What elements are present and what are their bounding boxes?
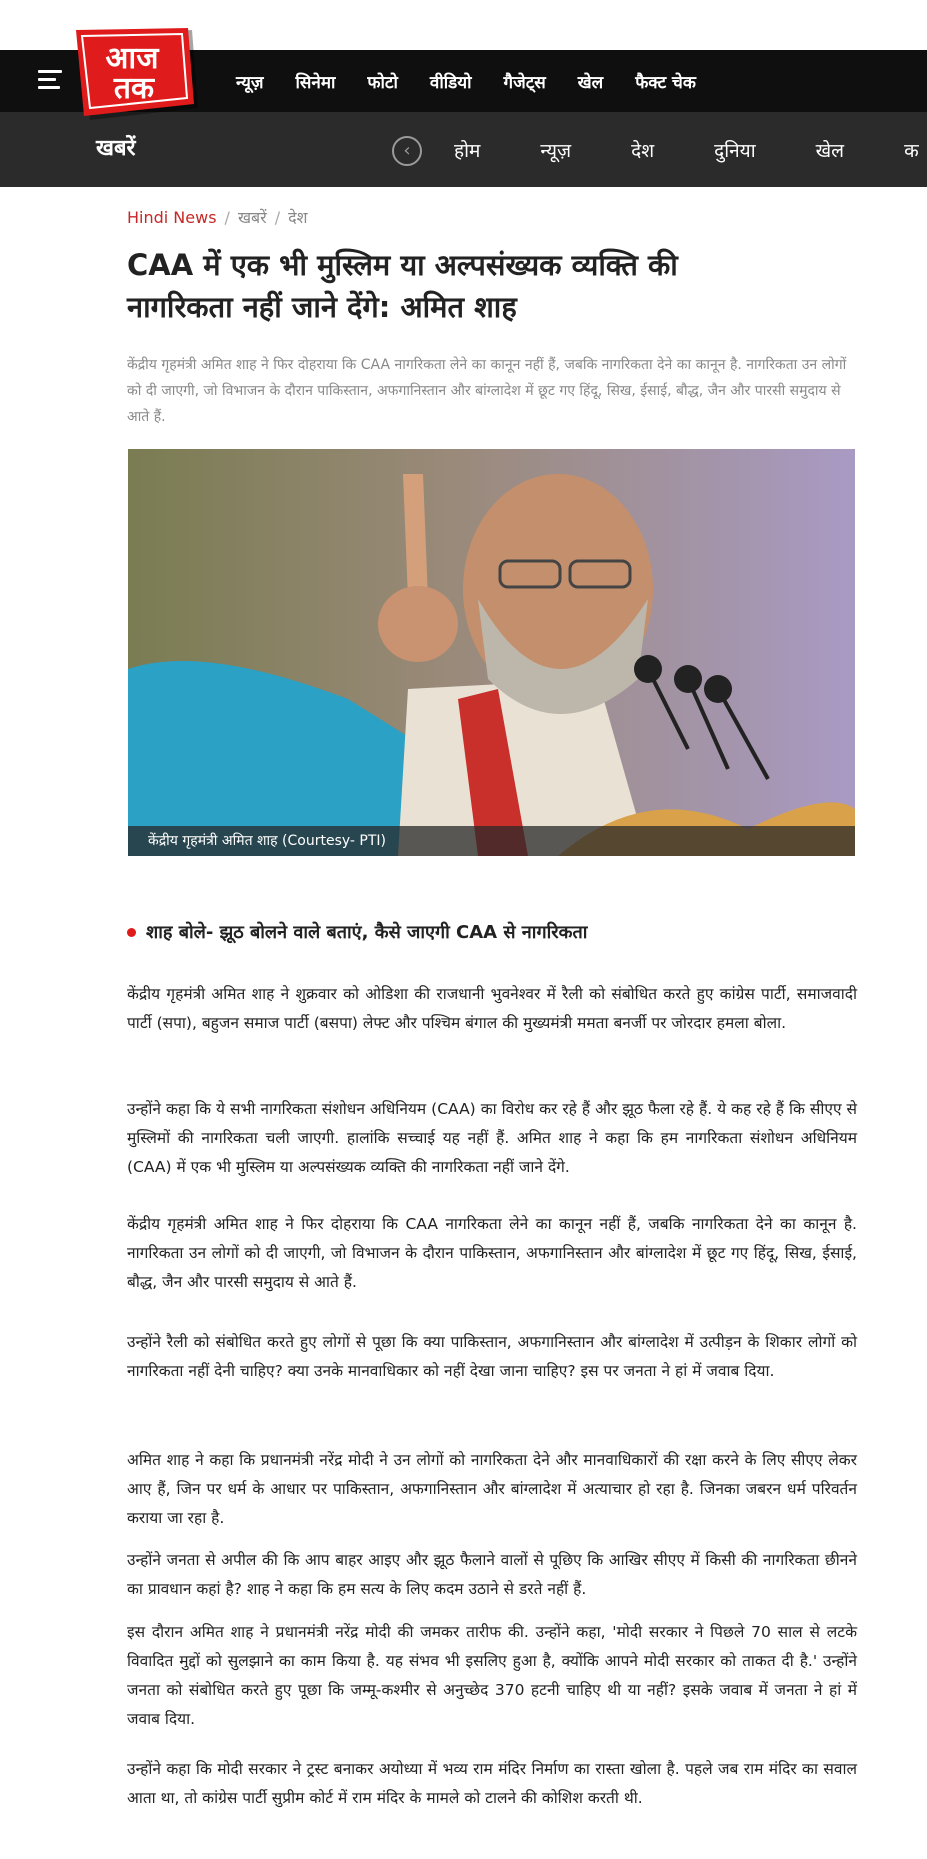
subnav-links [454, 112, 927, 187]
hero-photo [128, 449, 855, 856]
subheading-text: शाह बोले- झूठ बोलने वाले बताएं, कैसे जाएगी CAA से नागरिकता [146, 922, 588, 943]
article-paragraph: केंद्रीय गृहमंत्री अमित शाह ने फिर दोहराया कि CAA नागरिकता लेने का कानून नहीं हैं, जबकि नागरिकता देने का कानून है. नागरिकता उन लोगों को दी जाएगी, जो विभाजन के दौरान पाकिस्तान, अफगानिस्तान और बांग्लादेश में छूट गए हिंदू, सिख, ईसाई, बौद्ध, जैन और पारसी समुदाय से आते हैं. [127, 1215, 857, 1291]
site-logo[interactable] [70, 28, 200, 124]
article-paragraph: उन्होंने जनता से अपील की कि आप बाहर आइए और झूठ फैलाने वालों से पूछिए कि आखिर सीएए में किसी की नागरिकता छीनने का प्रावधान कहां है? शाह ने कहा कि हम सत्य के लिए कदम उठाने से डरते नहीं हैं. [127, 1551, 857, 1598]
article-paragraph: उन्होंने कहा कि मोदी सरकार ने ट्रस्ट बनाकर अयोध्या में भव्य राम मंदिर निर्माण का रास्ता खोला है. पहले जब राम मंदिर का सवाल आता था, तो कांग्रेस पार्टी सुप्रीम कोर्ट में राम मंदिर के मामले को टालने की कोशिश करती थी. [127, 1760, 857, 1807]
logo-text-top: आज [105, 41, 159, 76]
article-hero-image [128, 449, 855, 856]
subnav-item-truncated[interactable]: क [904, 139, 919, 162]
subnav-item-home[interactable]: होम [454, 139, 481, 162]
breadcrumb-separator: / [224, 208, 230, 227]
nav-item-gadgets[interactable]: गैजेट्स [503, 72, 546, 93]
breadcrumb-home[interactable]: Hindi News [127, 208, 217, 227]
article-paragraph: इस दौरान अमित शाह ने प्रधानमंत्री नरेंद्र मोदी की जमकर तारीफ की. उन्होंने कहा, 'मोदी सरकार ने पिछले 70 साल से लटके विवादित मुद्दों को सुलझाने का काम किया है. यह संभव भी इसलिए हुआ है, क्योंकि आपने मोदी सरकार को ताकत दी है.' उन्होंने जनता को संबोधित करते हुए पूछा कि जम्मू-कश्मीर से अनुच्छेद 370 हटनी चाहिए थी या नहीं? इसके जवाब में जनता ने हां में जवाब दिया. [127, 1623, 857, 1728]
section-title: खबरें [96, 136, 136, 161]
breadcrumb-section[interactable]: खबरें [237, 208, 267, 227]
logo-text-bottom: तक [113, 71, 155, 106]
chevron-left-icon[interactable]: ‹ [392, 136, 422, 166]
nav-item-cinema[interactable]: सिनेमा [295, 72, 336, 93]
hamburger-icon[interactable] [38, 70, 62, 92]
main-nav [236, 50, 728, 112]
nav-item-news[interactable]: न्यूज़ [236, 72, 264, 93]
article-paragraph: अमित शाह ने कहा कि प्रधानमंत्री नरेंद्र मोदी ने उन लोगों को नागरिकता देने और मानवाधिकारों की रक्षा करने के लिए सीएए लेकर आए हैं, जिन पर धर्म के आधार पर पाकिस्तान, अफगानिस्तान और बांग्लादेश में अत्याचार हो रहा है. जिनका जबरन धर्म परिवर्तन कराया जा रहा है. [127, 1451, 857, 1527]
bullet-dot-icon [127, 928, 136, 937]
article-subheading [127, 920, 587, 944]
breadcrumb-separator: / [274, 208, 281, 227]
breadcrumb [127, 206, 308, 228]
nav-item-video[interactable]: वीडियो [429, 72, 472, 93]
article-paragraph: उन्होंने कहा कि ये सभी नागरिकता संशोधन अधिनियम (CAA) का विरोध कर रहे हैं और झूठ फैला रहे हैं. ये कह रहे हैं कि सीएए से मुस्लिमों की नागरिकता चली जाएगी. हालांकि सच्चाई यह नहीं हैं. अमित शाह ने कहा कि हम नागरिकता संशोधन अधिनियम (CAA) में एक भी मुस्लिम या अल्पसंख्यक व्यक्ति की नागरिकता नहीं जाने देंगे. [127, 1100, 857, 1176]
subnav-item-world[interactable]: दुनिया [714, 139, 756, 162]
article-summary: केंद्रीय गृहमंत्री अमित शाह ने फिर दोहराया कि CAA नागरिकता लेने का कानून नहीं हैं, जबकि नागरिकता देने का कानून है. नागरिकता उन लोगों को दी जाएगी, जो विभाजन के दौरान पाकिस्तान, अफगानिस्तान और बांग्लादेश में छूट गए हिंदू, सिख, ईसाई, बौद्ध, जैन और पारसी समुदाय से आते हैं. [127, 357, 847, 425]
nav-item-photo[interactable]: फोटो [367, 72, 398, 93]
breadcrumb-category[interactable]: देश [288, 208, 308, 227]
nav-item-fact-check[interactable]: फैक्ट चेक [635, 72, 696, 93]
article-headline: CAA में एक भी मुस्लिम या अल्पसंख्यक व्यक्ति की नागरिकता नहीं जाने देंगे: अमित शाह [127, 248, 678, 324]
article-paragraph: केंद्रीय गृहमंत्री अमित शाह ने शुक्रवार को ओडिशा की राजधानी भुवनेश्वर में रैली को संबोधित करते हुए कांग्रेस पार्टी, समाजवादी पार्टी (सपा), बहुजन समाज पार्टी (बसपा) लेफ्ट और पश्चिम बंगाल की मुख्यमंत्री ममता बनर्जी पर जोरदार हमला बोला. [127, 985, 857, 1032]
article-paragraph: उन्होंने रैली को संबोधित करते हुए लोगों से पूछा कि क्या पाकिस्तान, अफगानिस्तान और बांग्लादेश में उत्पीड़न के शिकार लोगों को नागरिकता नहीं देनी चाहिए? क्या उनके मानवाधिकार को नहीं देखा जाना चाहिए? इस पर जनता ने हां में जवाब दिया. [127, 1333, 857, 1380]
subnav-item-sports[interactable]: खेल [815, 139, 845, 162]
subnav-item-news[interactable]: न्यूज़ [540, 139, 572, 162]
nav-item-sports[interactable]: खेल [577, 72, 604, 93]
subnav-item-country[interactable]: देश [631, 139, 655, 162]
image-caption: केंद्रीय गृहमंत्री अमित शाह (Courtesy- PTI) [128, 826, 855, 856]
